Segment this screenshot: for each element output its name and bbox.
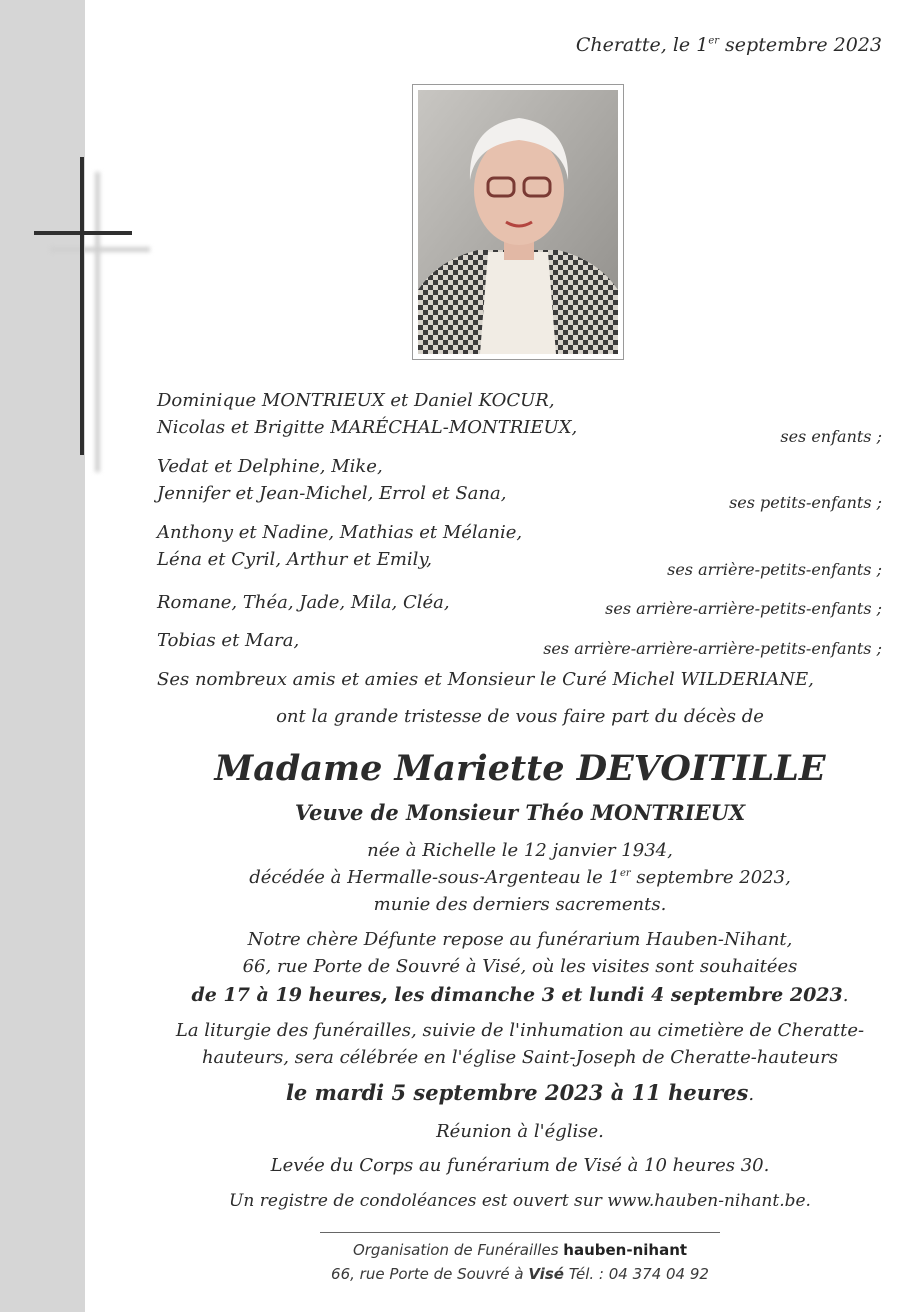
visits-line: de 17 à 19 heures, les dimanche 3 et lundi 4 septembre 2023.: [191, 984, 849, 1006]
family-line: Anthony et Nadine, Mathias et Mélanie,: [157, 522, 523, 543]
cross-shadow: [95, 172, 100, 472]
family-line: Tobias et Mara,: [157, 630, 300, 651]
family-line: Vedat et Delphine, Mike,: [157, 456, 383, 477]
relation-label: ses arrière-arrière-petits-enfants ;: [605, 599, 882, 618]
family-line: Romane, Théa, Jade, Mila, Cléa,: [157, 592, 450, 613]
relation-label: ses enfants ;: [780, 427, 882, 446]
family-line: Nicolas et Brigitte MARÉCHAL-MONTRIEUX,: [157, 417, 578, 438]
ceremony-line: le mardi 5 septembre 2023 à 11 heures.: [285, 1080, 755, 1105]
family-line: Léna et Cyril, Arthur et Emily,: [157, 549, 432, 570]
rest-line: Notre chère Défunte repose au funérarium Hauben-Nihant,: [247, 929, 793, 950]
relation-label: ses arrière-arrière-arrière-petits-enfants ;: [543, 639, 882, 658]
family-line: Jennifer et Jean-Michel, Errol et Sana,: [157, 483, 507, 504]
liturgy-line: La liturgie des funérailles, suivie de l'inhumation au cimetière de Cheratte-: [175, 1020, 865, 1041]
footer-address: 66, rue Porte de Souvré à Visé Tél. : 04 374 04 92: [331, 1265, 709, 1283]
family-line: Dominique MONTRIEUX et Daniel KOCUR,: [157, 390, 555, 411]
rest-line: 66, rue Porte de Souvré à Visé, où les visites sont souhaitées: [242, 956, 798, 977]
relation-label: ses petits-enfants ;: [729, 493, 882, 512]
levee-line: Levée du Corps au funérarium de Visé à 10 heures 30.: [270, 1155, 770, 1176]
sacraments-line: munie des derniers sacrements.: [373, 894, 667, 915]
liturgy-line: hauteurs, sera célébrée en l'église Saint-Joseph de Cheratte-hauteurs: [201, 1047, 839, 1068]
widow-line: Veuve de Monsieur Théo MONTRIEUX: [294, 800, 746, 825]
left-sidebar: [0, 0, 85, 1312]
cross-icon-bar: [34, 231, 132, 235]
divider: [320, 1232, 720, 1233]
portrait-image: [418, 90, 618, 354]
portrait-photo: [412, 84, 624, 360]
friends-line: Ses nombreux amis et amies et Monsieur le Curé Michel WILDERIANE,: [157, 669, 814, 690]
deceased-name: Madame Mariette DEVOITILLE: [214, 748, 826, 789]
brand-logo: hauben-nihant: [563, 1241, 688, 1259]
announce-line: ont la grande tristesse de vous faire part du décès de: [276, 706, 764, 727]
registry-line: Un registre de condoléances est ouvert sur www.hauben-nihant.be.: [229, 1191, 811, 1211]
footer-org: Organisation de Funérailles hauben-nihant: [352, 1241, 688, 1259]
birth-line: née à Richelle le 12 janvier 1934,: [367, 840, 673, 861]
cross-shadow-bar: [50, 247, 150, 252]
relation-label: ses arrière-petits-enfants ;: [667, 560, 882, 579]
meeting-line: Réunion à l'église.: [436, 1121, 604, 1142]
death-line: décédée à Hermalle-sous-Argenteau le 1er septembre 2023,: [249, 867, 791, 888]
date-line: Cheratte, le 1er septembre 2023: [575, 34, 882, 56]
cross-icon: [80, 157, 84, 455]
